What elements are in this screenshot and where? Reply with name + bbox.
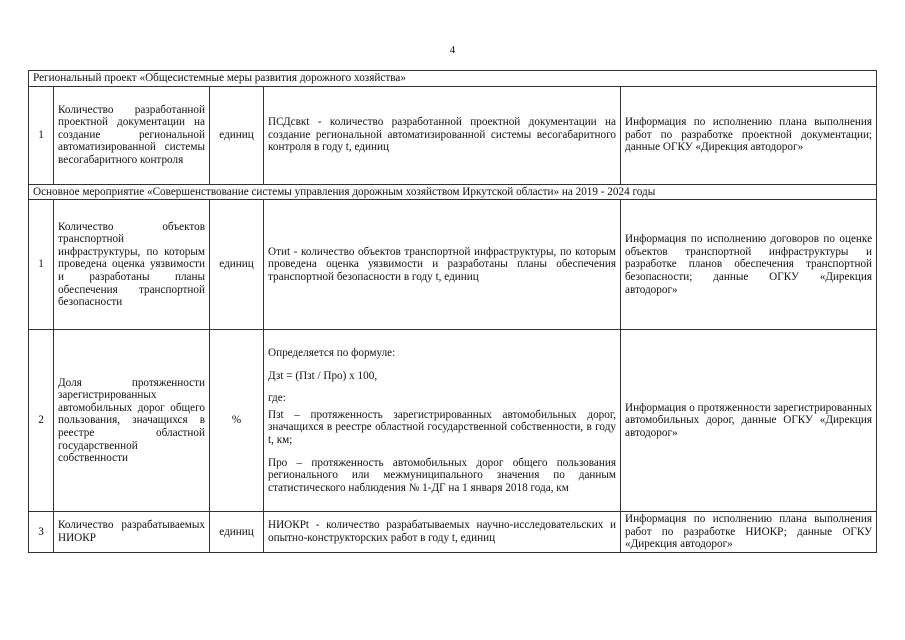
row-number: 1 <box>29 86 54 184</box>
calculation-method <box>264 330 621 512</box>
row-number: 3 <box>29 512 54 553</box>
data-source: Информация по исполнению плана выполнения работ по разработке проектной документации; данные ОГКУ «Дирекция автодорог» <box>621 86 877 184</box>
page-number: 4 <box>449 44 456 56</box>
unit-of-measure: единиц <box>210 86 264 184</box>
table-row <box>29 330 877 512</box>
row-number: 1 <box>29 200 54 330</box>
formula-term-pzt: Пзt – протяженность зарегистрированных автомобильных дорог, значащихся в реестре областной государственной собственности, в году t, км; <box>268 408 616 446</box>
indicator-name: Количество разработанной проектной документации на создание региональной автоматизированной системы весогабаритного контроля <box>54 86 210 184</box>
unit-of-measure: единиц <box>210 512 264 553</box>
section-title: Основное мероприятие «Совершенствование системы управления дорожным хозяйством Иркутской области» на 2019 - 2024 годы <box>29 184 877 200</box>
formula-intro: Определяется по формуле: <box>268 347 396 360</box>
section-title: Региональный проект «Общесистемные меры развития дорожного хозяйства» <box>29 71 877 87</box>
unit-of-measure: % <box>210 330 264 512</box>
table-row <box>29 200 877 330</box>
table-row <box>29 512 877 553</box>
table-row <box>29 86 877 184</box>
calculation-method: Отиt - количество объектов транспортной инфраструктуры, по которым проведена оценка уязвимости и разработаны планы обеспечения транспортной безопасности в году t, единиц <box>264 200 621 330</box>
data-source: Информация по исполнению договоров по оценке объектов транспортной инфраструктуры и разработке планов обеспечения транспортной безопасности; данные ОГКУ «Дирекция автодорог» <box>621 200 877 330</box>
formula-where: где: <box>268 392 286 405</box>
indicator-name: Доля протяженности зарегистрированных автомобильных дорог общего пользования, значащихся в реестре областной государственной собственности <box>54 330 210 512</box>
section-header-row <box>29 71 877 87</box>
formula-expression: Дзt = (Пзt / Про) х 100, <box>268 369 378 382</box>
indicator-name: Количество объектов транспортной инфраструктуры, по которым проведена оценка уязвимости и разработаны планы обеспечения транспортной безопасности <box>54 200 210 330</box>
section-header-row <box>29 184 877 200</box>
calculation-method: ПСДсвкt - количество разработанной проектной документации на создание региональной автоматизированной системы весогабаритного контроля в году t, единиц <box>264 86 621 184</box>
unit-of-measure: единиц <box>210 200 264 330</box>
calculation-method: НИОКРt - количество разрабатываемых научно-исследовательских и опытно-конструкторских работ в году t, единиц <box>264 512 621 553</box>
indicators-table <box>28 70 877 553</box>
formula-term-pro: Про – протяженность автомобильных дорог общего пользования регионального или межмуниципального значения по данным статистического наблюдения № 1-ДГ на 1 января 2018 года, км <box>268 456 616 494</box>
indicator-name: Количество разрабатываемых НИОКР <box>54 512 210 553</box>
data-source: Информация о протяженности зарегистрированных автомобильных дорог, данные ОГКУ «Дирекция автодорог» <box>621 330 877 512</box>
row-number: 2 <box>29 330 54 512</box>
data-source: Информация по исполнению плана выполнения работ по разработке НИОКР; данные ОГКУ «Дирекция автодорог» <box>621 512 877 553</box>
